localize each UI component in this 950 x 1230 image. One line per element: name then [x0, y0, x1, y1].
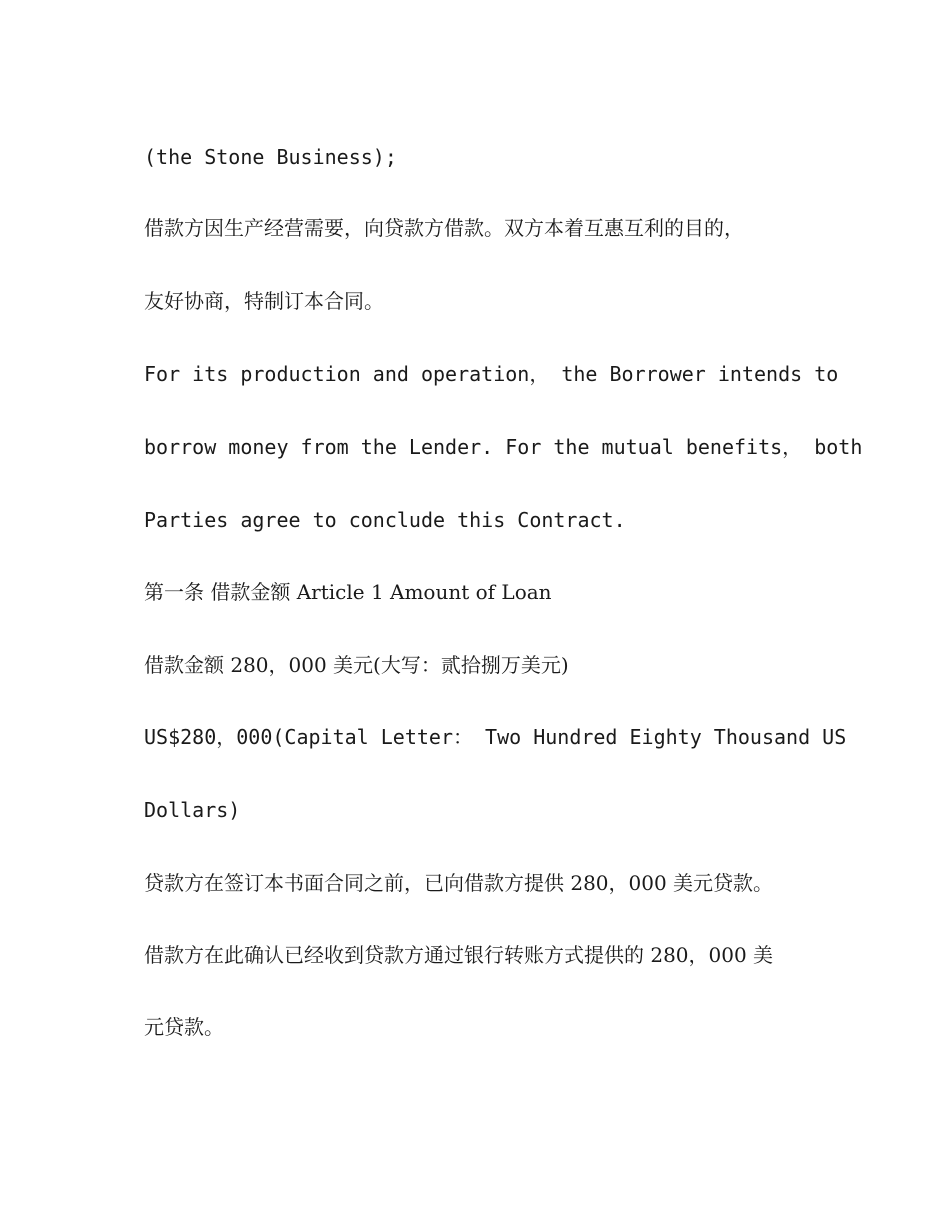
text-line-5: borrow money from the Lender. For the mutual benefits， both — [144, 435, 863, 459]
text-line-11: 贷款方在签订本书面合同之前，已向借款方提供 280，000 美元贷款。 — [144, 871, 774, 895]
text-line-6: Parties agree to conclude this Contract. — [144, 508, 626, 532]
text-line-2: 借款方因生产经营需要，向贷款方借款。双方本着互惠互利的目的， — [144, 216, 744, 240]
text-line-9: US$280，000(Capital Letter： Two Hundred Eighty Thousand US — [144, 725, 847, 749]
article-heading: 第一条 借款金额 Article 1 Amount of Loan — [144, 580, 552, 604]
text-line-12: 借款方在此确认已经收到贷款方通过银行转账方式提供的 280，000 美 — [144, 943, 774, 967]
text-line-3: 友好协商，特制订本合同。 — [144, 289, 384, 313]
text-line-4: For its production and operation， the Borrower intends to — [144, 362, 839, 386]
text-line-1: (the Stone Business); — [144, 145, 397, 169]
text-line-8: 借款金额 280，000 美元(大写：贰拾捌万美元) — [144, 653, 569, 677]
text-line-13: 元贷款。 — [144, 1015, 224, 1039]
text-line-10: Dollars) — [144, 798, 241, 822]
